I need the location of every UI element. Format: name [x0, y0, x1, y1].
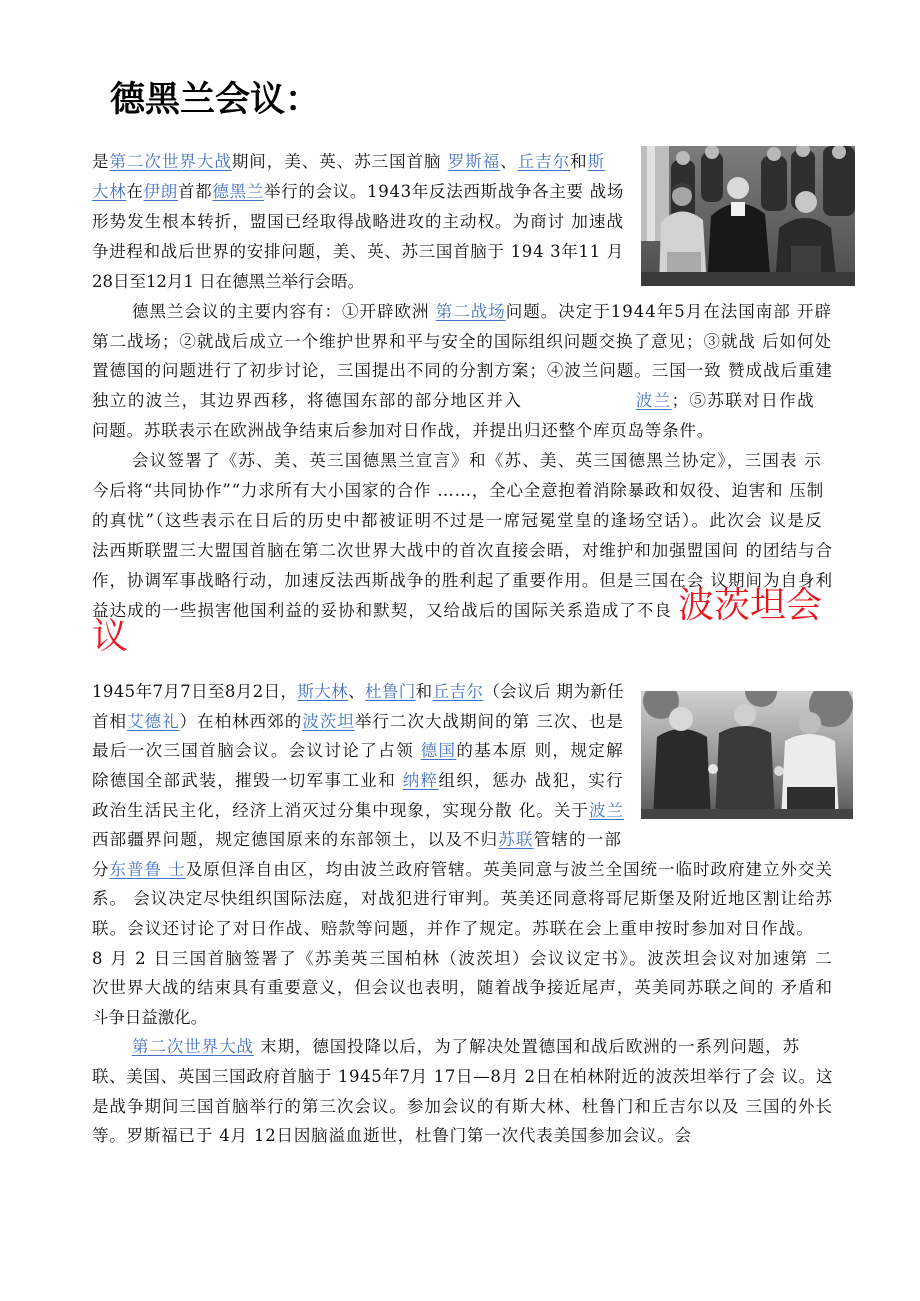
body-text: 次世界大战的结束具有重要意义，但会议也表明，随着战争接近尾声，英美同苏联之间的 矛盾和 — [92, 978, 833, 998]
text-line — [132, 1032, 800, 1062]
potsdam-conference-photo — [641, 691, 853, 819]
term-link[interactable]: 德黑兰 — [212, 182, 264, 201]
body-text: 是 — [92, 152, 110, 172]
body-text: 首相 — [92, 711, 128, 731]
body-text: 组织，惩办 战犯，实行 — [438, 771, 625, 790]
term-link[interactable]: 第二战场 — [435, 301, 506, 321]
body-text: 的真忧”（这些表示在日后的历史中都被证明不过是一席冠冕堂皇的逢场空话）。此次会 议是反 — [92, 510, 823, 530]
body-text: 首都 — [177, 182, 213, 201]
text-line — [92, 707, 624, 737]
body-text: ；⑤苏联对日作战 — [671, 391, 816, 411]
section-title-tehran: 德黑兰会议： — [110, 80, 321, 120]
body-text: 期间，美、英、苏三国首脑 — [231, 152, 448, 172]
text-line — [92, 944, 833, 974]
body-text: 问题。决定于1944年5月在法国南部 开辟 — [505, 301, 832, 321]
text-line — [92, 736, 624, 766]
text-line — [92, 1121, 692, 1151]
body-text: 、 — [500, 152, 518, 172]
text-line — [92, 677, 624, 707]
term-link[interactable]: 波兰 — [588, 800, 625, 820]
body-text: 等。罗斯福已于 4月 12日因脑溢血逝世，杜鲁门第一次代表美国参加会议。会 — [92, 1126, 692, 1146]
term-link[interactable]: 波兰 — [635, 391, 672, 411]
term-link[interactable]: 东普鲁 士 — [109, 859, 186, 879]
body-text: 举行二次大战期间的第 三次、也是 — [354, 711, 625, 731]
term-link[interactable]: 第二次世界大战 — [132, 1037, 254, 1057]
body-text: 第二战场；②就战后成立一个维护世界和平与安全的国际组织问题交换了意见；③就战 后如何处 — [92, 331, 832, 351]
body-text: 西部疆界问题，规定德国原来的东部领土，以及不归 — [92, 830, 499, 850]
body-text: 争进程和战后世界的安排问题，美、英、苏三国首脑于 194 3年11 月 — [92, 241, 624, 261]
body-text: 和 — [570, 152, 588, 172]
body-text: 联。会议还讨论了对日作战、赔款等问题，并作了规定。苏联在会上重申按时参加对日作战。 — [92, 919, 815, 938]
body-text: （会议后 期为新任 — [483, 682, 625, 702]
body-text: 、 — [348, 682, 365, 702]
body-text: 最后一次三国首脑会议。会议讨论了占领 — [92, 741, 421, 761]
body-text: ）在柏林西郊的 — [179, 711, 303, 731]
body-text: 28日至12月1 日在德黑兰举行会晤。 — [92, 271, 365, 291]
body-text: 益达成的一些损害他国利益的妥协和默契，又给战后的国际关系造成了不良 — [92, 600, 673, 620]
body-text: 在 — [126, 182, 144, 201]
body-text: 和 — [415, 682, 433, 702]
text-line — [92, 855, 833, 885]
body-text: 独立的波兰，其边界西移，将德国东部的部分地区并入 — [92, 391, 636, 411]
body-text: 置德国的问题进行了初步讨论，三国提出不同的分割方案；④波兰问题。三国一致 赞成战后重建 — [92, 361, 833, 381]
term-link[interactable]: 斯大林 — [297, 682, 349, 702]
body-text: 是战争期间三国首脑举行的第三次会议。参加会议的有斯大林、杜鲁门和丘吉尔以及 三国的外长 — [92, 1096, 833, 1116]
text-line — [92, 884, 833, 914]
body-text: 的基本原 则，规定解 — [456, 741, 625, 761]
body-text: 分 — [92, 859, 110, 879]
text-line — [92, 1062, 833, 1092]
term-link[interactable]: 波茨坦 — [302, 711, 355, 731]
text-line — [92, 796, 624, 826]
term-link[interactable]: 丘吉尔 — [432, 682, 484, 702]
term-link[interactable]: 丘吉尔 — [517, 152, 571, 172]
body-text: 举行的会议。1943年反法西斯战争各主要 战场 — [263, 182, 625, 201]
body-text: 问题。苏联表示在欧洲战争结束后参加对日作战，并提出归还整个库页岛等条件。 — [92, 421, 715, 441]
body-text: 今后将“共同协作”“力求所有大小国家的合作 ……，全心全意抱着消除暴政和奴役、迫害和 压制 — [92, 481, 825, 500]
body-text: 末期，德国投降以后，为了解决处置德国和战后欧洲的一系列问题，苏 — [253, 1037, 801, 1057]
term-link[interactable]: 德国 — [420, 741, 457, 761]
term-link[interactable]: 纳粹 — [402, 771, 439, 790]
body-text: 会议签署了《苏、美、英三国德黑兰宣言》和《苏、美、英三国德黑兰协定》，三国表 示 — [132, 451, 823, 471]
text-line — [92, 914, 814, 944]
text-line — [92, 766, 624, 796]
body-text: 系。 会议决定尽快组织国际法庭，对战犯进行审判。英美还同意将哥尼斯堡及附近地区割让给苏 — [92, 889, 833, 909]
term-link[interactable]: 苏联 — [498, 830, 534, 850]
body-text: 斗争日益激化。 — [92, 1007, 208, 1027]
text-line — [92, 825, 622, 855]
body-text: 1945年7月7日至8月2日， — [92, 682, 298, 702]
term-link[interactable]: 第二次世界大战 — [109, 152, 232, 172]
body-text: 政治生活民主化，经济上消灭过分集中现象，实现分散 化。关于 — [92, 800, 589, 820]
term-link[interactable]: 大林 — [92, 182, 127, 201]
text-line — [92, 1092, 833, 1122]
section-title-potsdam-continued: 议 — [92, 616, 129, 657]
body-text: 管辖的一部 — [533, 830, 623, 850]
text-line — [92, 973, 833, 1003]
section-title-potsdam: 波茨坦会 — [678, 585, 823, 626]
body-text: 作，协调军事战略行动，加速反法西斯战争的胜利起了重要作用。但是三国在会 议期间为自身利 — [92, 570, 833, 590]
body-text: 除德国全部武装，摧毁一切军事工业和 — [92, 771, 403, 790]
body-text: 形势发生根本转折，盟国已经取得战略进攻的主动权。为商讨 加速战 — [92, 211, 624, 231]
term-link[interactable]: 艾德礼 — [127, 711, 180, 731]
term-link[interactable]: 斯 — [587, 152, 606, 172]
term-link[interactable]: 罗斯福 — [447, 152, 501, 172]
body-text: 联、美国、英国三国政府首脑于 1945年7月 17日—8月 2日在柏林附近的波茨坦举行了会 议。这 — [92, 1067, 833, 1086]
body-text: 8 月 2 日三国首脑签署了《苏美英三国柏林（波茨坦）会议议定书》。波茨坦会议对加速第 二 — [92, 948, 833, 968]
body-text: 法西斯联盟三大盟国首脑在第二次世界大战中的首次直接会晤，对维护和加强盟国间 的团结与合 — [92, 540, 833, 560]
body-text: 德黑兰会议的主要内容有：①开辟欧洲 — [132, 301, 436, 321]
term-link[interactable]: 杜鲁门 — [364, 682, 416, 702]
body-text: 及原但泽自由区，均由波兰政府管辖。英美同意与波兰全国统一临时政府建立外交关 — [185, 859, 833, 879]
text-line — [92, 1003, 207, 1033]
term-link[interactable]: 伊朗 — [143, 182, 178, 201]
